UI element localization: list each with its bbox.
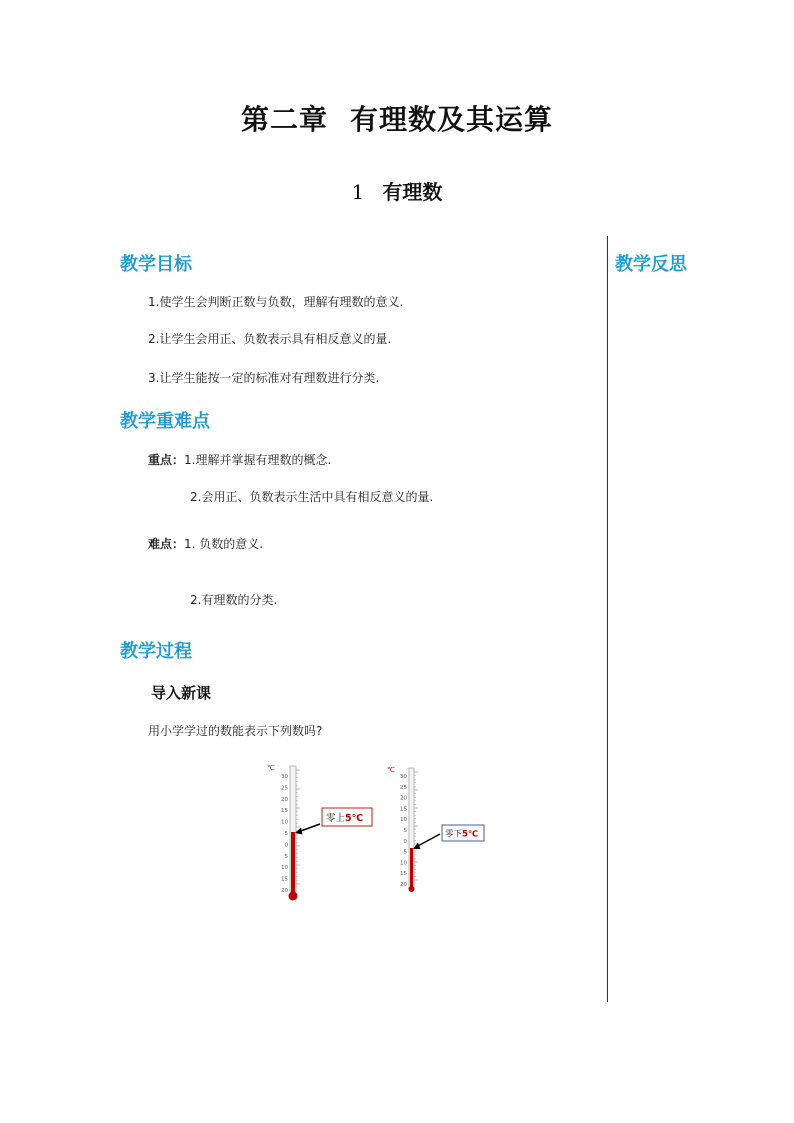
focus-line-1 [148,451,331,468]
chapter-label: 第二章 [240,103,328,136]
callout-value: 5℃ [345,813,364,824]
scale-label: 20 [281,796,288,803]
scale-label: 10 [281,865,288,872]
section-name: 有理数 [382,180,443,204]
section-number: 1 [351,180,365,204]
objective-item-2: 2.让学生会用正、负数表示具有相反意义的量. [148,332,392,346]
scale-label: 15 [281,808,288,815]
difficulty-item-2: 2.有理数的分类. [190,593,278,607]
scale-label: 0 [284,842,288,849]
intro-question: 用小学学过的数能表示下列数吗? [148,724,323,738]
mercury-column [410,848,413,888]
callout-arrow [416,834,440,847]
callout-value: 5℃ [462,829,479,840]
thermometer-below-zero [382,758,502,908]
scale-label: 20 [400,882,407,888]
process-heading: 教学过程 [120,641,192,662]
scale-label: 5 [403,828,407,834]
focus-label: 重点： [148,453,185,467]
callout-text [326,812,363,824]
key-points-heading: 教学重难点 [120,411,210,432]
scale-label: 10 [281,819,288,826]
scale-labels [400,774,408,888]
scale-label: 15 [400,806,407,813]
callout-text [445,830,478,840]
focus-item-1: 1.理解并掌握有理数的概念. [184,453,332,467]
difficulty-line-1 [148,535,263,552]
scale-label: 25 [281,785,288,792]
scale-label: 20 [281,888,288,894]
difficulty-item-1: 1. 负数的意义. [184,537,264,551]
scale-ticks [296,770,300,884]
objective-item-1: 1.使学生会判断正数与负数，理解有理数的意义. [148,295,404,309]
section-title [0,176,794,205]
scale-label: 5 [284,853,288,860]
scale-label: 20 [400,795,407,802]
scale-label: 30 [281,774,288,780]
chapter-title [0,98,794,138]
scale-labels [281,774,289,894]
scale-label: 0 [403,838,407,845]
intro-heading: 导入新课 [151,684,212,702]
thermometer-bulb [409,886,415,892]
unit-label: ℃ [267,764,275,772]
callout-prefix: 零上 [326,813,346,824]
difficulty-label: 难点： [148,537,185,551]
column-divider [607,236,608,1002]
unit-label: ℃ [387,766,395,774]
objective-item-3: 3.让学生能按一定的标准对有理数进行分类. [148,371,380,385]
scale-label: 30 [400,774,407,780]
reflection-heading: 教学反思 [615,254,687,275]
scale-label: 25 [400,784,407,791]
objectives-heading: 教学目标 [120,254,192,275]
scale-ticks [414,772,418,880]
scale-label: 10 [400,817,407,824]
mercury-column [291,832,295,892]
scale-label: 15 [281,876,288,883]
thermometer-above-zero [262,758,382,908]
thermometer-bulb [289,892,298,901]
scale-label: 5 [403,849,407,856]
scale-label: 5 [284,831,288,837]
scale-label: 10 [400,860,407,867]
focus-item-2: 2.会用正、负数表示生活中具有相反意义的量. [190,490,434,504]
scale-label: 15 [400,871,407,878]
chapter-name: 有理数及其运算 [350,103,554,136]
callout-prefix: 零下 [445,829,463,840]
